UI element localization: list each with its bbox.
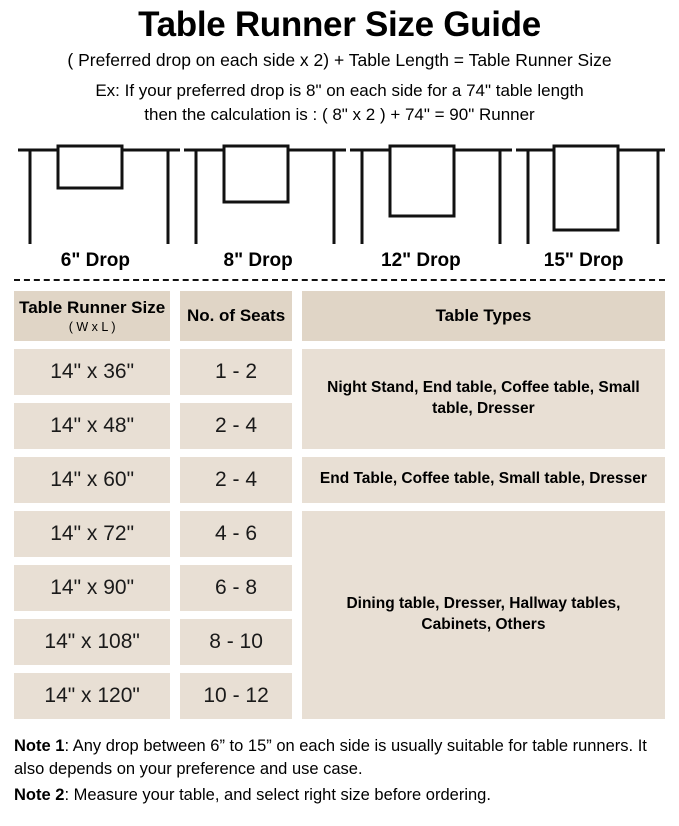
drop-illustration-svg xyxy=(14,138,665,250)
table-row: 2 - 4 xyxy=(180,457,292,503)
column-header-runner-size xyxy=(14,291,170,341)
column-header-types-label: Table Types xyxy=(435,306,532,326)
table-row: 8 - 10 xyxy=(180,619,292,665)
column-header-types xyxy=(302,291,665,341)
column-header-seats xyxy=(180,291,292,341)
table-row: 14" x 108" xyxy=(14,619,170,665)
size-table xyxy=(14,291,665,727)
example-block xyxy=(0,79,679,128)
table-row: 4 - 6 xyxy=(180,511,292,557)
size-guide-page xyxy=(0,6,679,826)
column-header-seats-label: No. of Seats xyxy=(186,306,286,326)
table-row: 1 - 2 xyxy=(180,349,292,395)
note-2 xyxy=(14,784,665,807)
table-row: 6 - 8 xyxy=(180,565,292,611)
table-type-group: Dining table, Dresser, Hallway tables, Cabinets, Others xyxy=(302,511,665,719)
example-line-1: Ex: If your preferred drop is 8" on each side for a 74" table length xyxy=(95,80,584,100)
table-row: 14" x 120" xyxy=(14,673,170,719)
drop-label-8: 8" Drop xyxy=(223,249,293,271)
table-row: 14" x 60" xyxy=(14,457,170,503)
table-row: 14" x 48" xyxy=(14,403,170,449)
note-1-label: Note 1 xyxy=(14,736,65,755)
column-runner-size xyxy=(14,291,170,727)
table-row: 10 - 12 xyxy=(180,673,292,719)
note-2-label: Note 2 xyxy=(14,785,65,804)
drop-labels-row xyxy=(14,250,665,281)
page-title: Table Runner Size Guide xyxy=(138,5,541,44)
notes-section xyxy=(14,735,665,807)
table-type-group: End Table, Coffee table, Small table, Dresser xyxy=(302,457,665,503)
drop-label-15: 15" Drop xyxy=(543,249,624,271)
table-row: 2 - 4 xyxy=(180,403,292,449)
note-2-text: : Measure your table, and select right size before ordering. xyxy=(64,785,491,804)
drop-illustration xyxy=(14,138,665,250)
formula-line: ( Preferred drop on each side x 2) + Table Length = Table Runner Size xyxy=(67,49,612,70)
note-1-text: : Any drop between 6” to 15” on each side is usually suitable for table runners. It also depends on your preference and use case. xyxy=(14,736,647,779)
table-row: 14" x 90" xyxy=(14,565,170,611)
note-1 xyxy=(14,735,665,782)
example-line-2: then the calculation is : ( 8" x 2 ) + 74" = 90" Runner xyxy=(144,105,535,125)
table-row: 14" x 72" xyxy=(14,511,170,557)
column-header-runner-size-sub: ( W x L ) xyxy=(68,319,116,334)
table-type-group: Night Stand, End table, Coffee table, Small table, Dresser xyxy=(302,349,665,449)
table-row: 14" x 36" xyxy=(14,349,170,395)
column-header-runner-size-label: Table Runner Size xyxy=(19,297,166,317)
column-table-types xyxy=(302,291,665,727)
drop-label-12: 12" Drop xyxy=(381,249,461,271)
drop-label-6: 6" Drop xyxy=(60,249,130,271)
column-seats xyxy=(180,291,292,727)
